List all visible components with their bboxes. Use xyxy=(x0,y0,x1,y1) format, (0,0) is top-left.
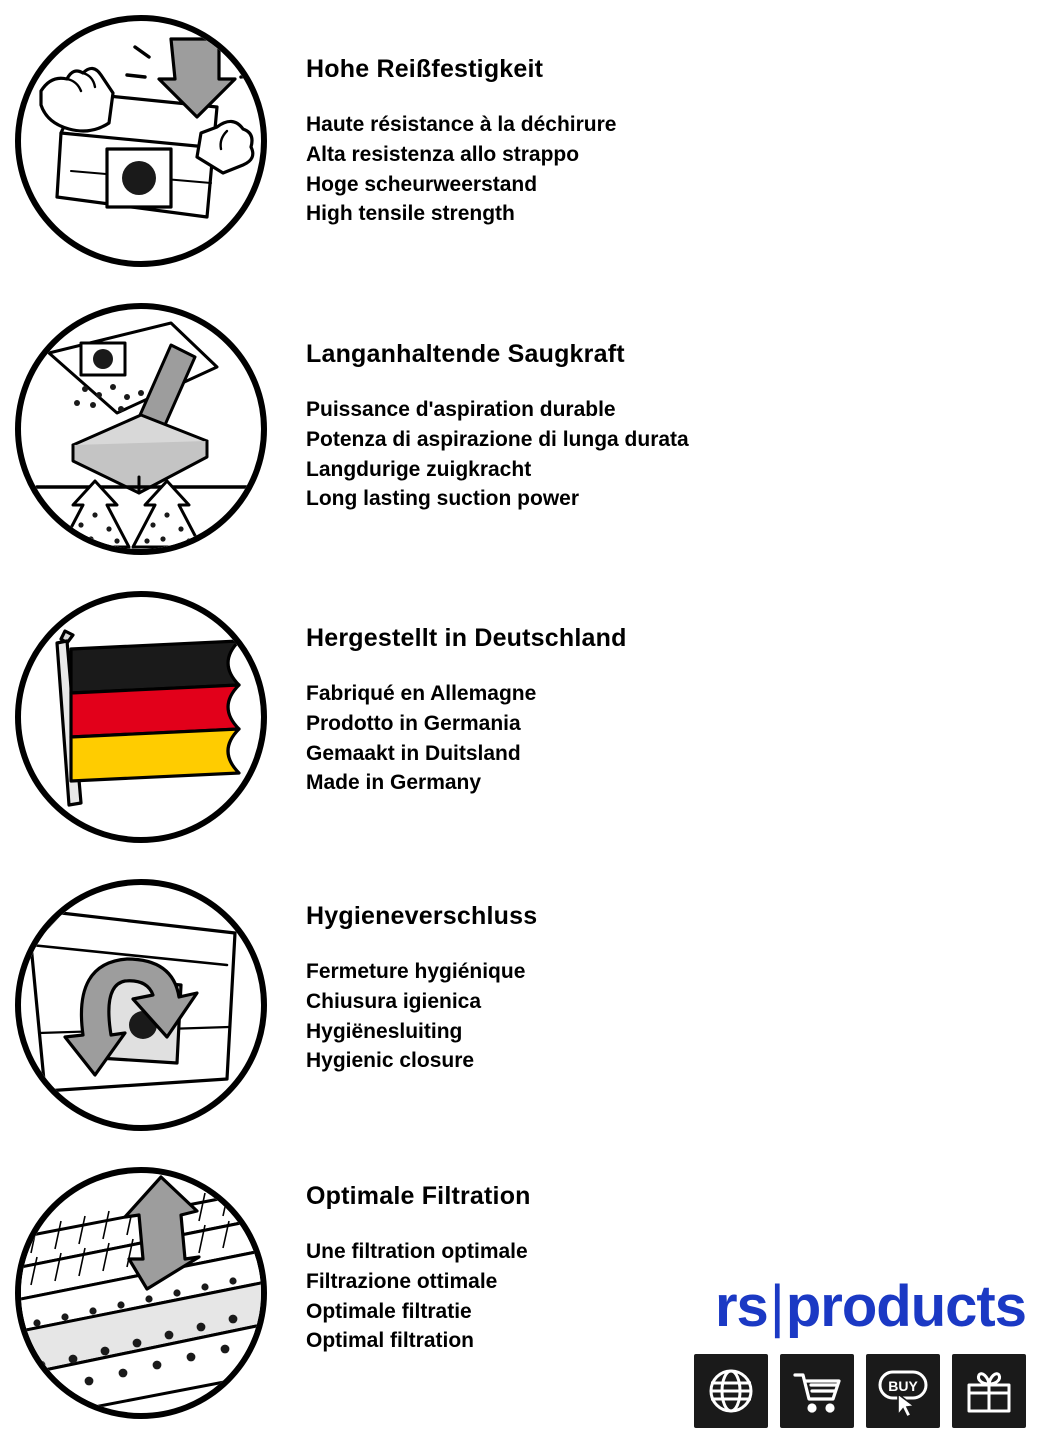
buy-button-icon xyxy=(866,1354,940,1428)
feature-line-fr: Haute résistance à la déchirure xyxy=(306,113,617,136)
feature-line-it: Chiusura igienica xyxy=(306,989,482,1013)
brand-name-second: products xyxy=(785,1274,1026,1339)
multi-layer-filtration-icon xyxy=(15,1167,267,1419)
feature-line-fr: Une filtration optimale xyxy=(306,1240,528,1263)
feature-icon-wrap xyxy=(0,288,282,570)
feature-line-nl: Gemaakt in Duitsland xyxy=(306,741,521,765)
feature-icon-wrap xyxy=(0,576,282,858)
feature-text xyxy=(282,576,627,798)
feature-line-en: Long lasting suction power xyxy=(306,487,579,511)
feature-line-it: Potenza di aspirazione di lunga durata xyxy=(306,427,689,451)
feature-row xyxy=(0,864,1040,1152)
feature-line-fr: Fermeture hygiénique xyxy=(306,960,526,983)
feature-title: Langanhaltende Saugkraft xyxy=(306,340,625,368)
brand-separator: | xyxy=(769,1274,784,1339)
feature-text xyxy=(282,1152,531,1356)
feature-line-nl: Langdurige zuigkracht xyxy=(306,457,532,481)
brand-name-first: rs xyxy=(714,1274,768,1339)
feature-line-en: High tensile strength xyxy=(306,202,515,226)
feature-text xyxy=(282,0,616,229)
hand-tearing-bag-icon xyxy=(15,15,267,267)
feature-line-it: Filtrazione ottimale xyxy=(306,1269,498,1293)
feature-line-it: Prodotto in Germania xyxy=(306,711,521,735)
german-flag-icon xyxy=(15,591,267,843)
feature-icon-wrap xyxy=(0,0,282,282)
feature-row xyxy=(0,0,1040,288)
globe-icon xyxy=(694,1354,768,1428)
feature-text xyxy=(282,288,689,514)
vacuum-nozzle-suction-icon xyxy=(15,303,267,555)
feature-icon-wrap xyxy=(0,864,282,1146)
feature-text xyxy=(282,864,537,1076)
feature-line-en: Made in Germany xyxy=(306,771,482,795)
brand-block xyxy=(646,1274,1026,1428)
feature-line-nl: Optimale filtratie xyxy=(306,1299,472,1323)
feature-row xyxy=(0,576,1040,864)
feature-line-en: Optimal filtration xyxy=(306,1329,474,1353)
feature-title: Hergestellt in Deutschland xyxy=(306,624,627,652)
feature-line-en: Hygienic closure xyxy=(306,1049,475,1073)
feature-title: Optimale Filtration xyxy=(306,1182,531,1210)
shopping-cart-icon xyxy=(780,1354,854,1428)
feature-icon-wrap xyxy=(0,1152,282,1434)
feature-line-fr: Fabriqué en Allemagne xyxy=(306,682,537,705)
brand-icon-row xyxy=(646,1354,1026,1428)
svg-text:BUY: BUY xyxy=(888,1378,918,1394)
hygienic-closure-arrow-icon xyxy=(15,879,267,1131)
feature-line-nl: Hygiënesluiting xyxy=(306,1019,463,1043)
feature-line-it: Alta resistenza allo strappo xyxy=(306,142,580,166)
feature-row xyxy=(0,288,1040,576)
feature-title: Hohe Reißfestigkeit xyxy=(306,55,544,83)
gift-box-icon xyxy=(952,1354,1026,1428)
feature-title: Hygieneverschluss xyxy=(306,902,538,930)
feature-line-nl: Hoge scheurweerstand xyxy=(306,172,538,196)
feature-line-fr: Puissance d'aspiration durable xyxy=(306,398,616,421)
brand-logo xyxy=(646,1274,1026,1339)
